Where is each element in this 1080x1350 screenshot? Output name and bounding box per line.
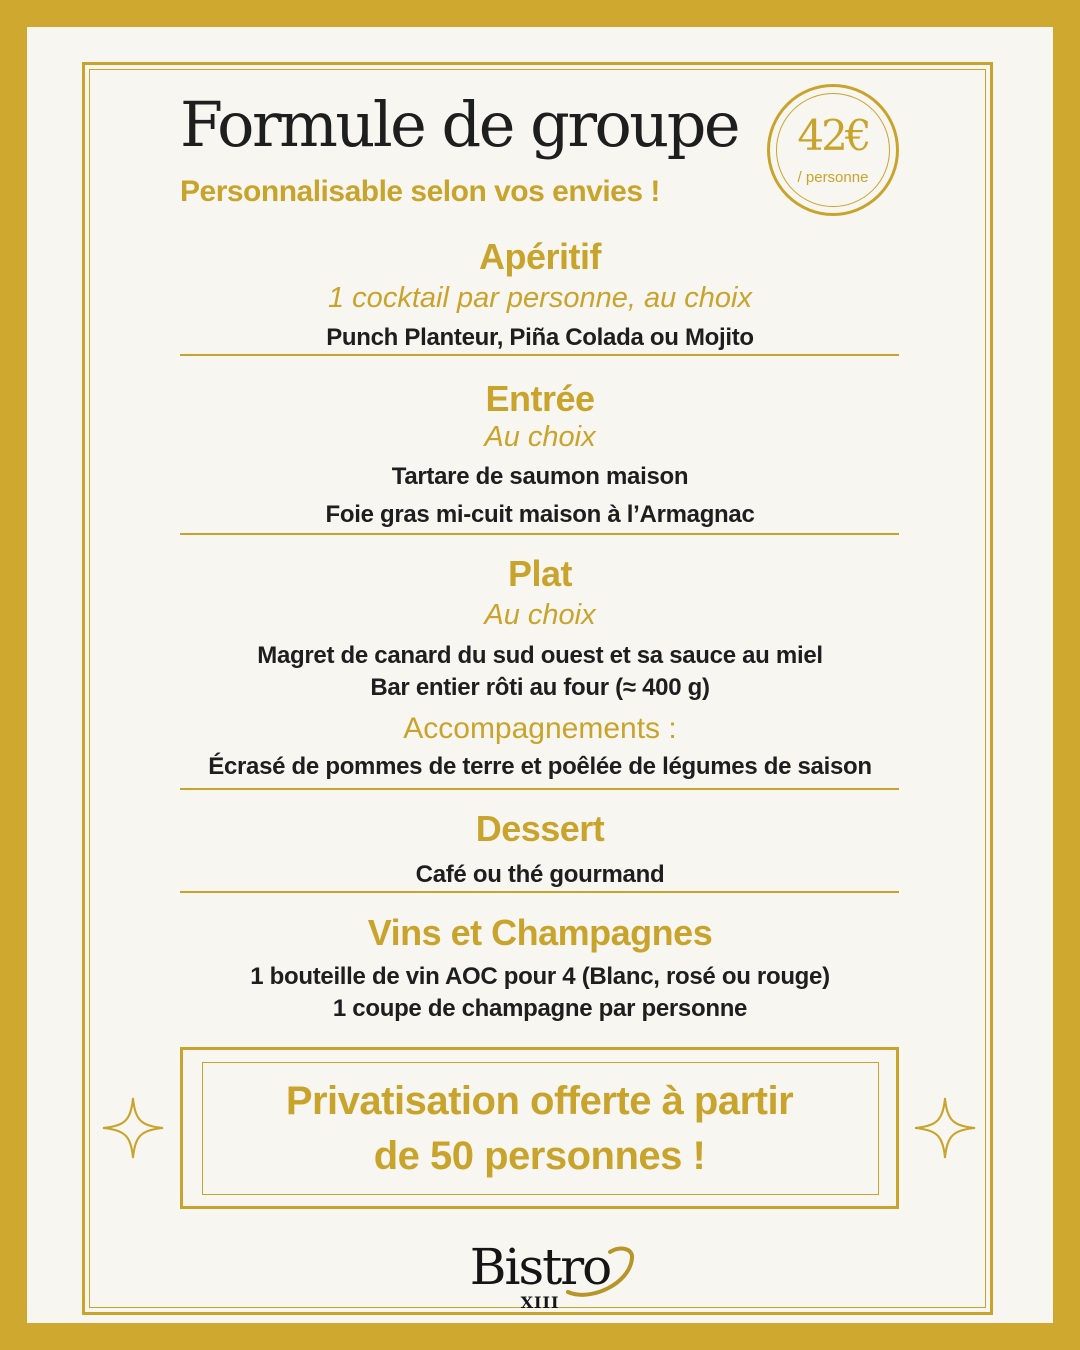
- menu-item: Café ou thé gourmand: [415, 861, 665, 888]
- sparkle-icon: [913, 1096, 977, 1160]
- page-subtitle: Personnalisable selon vos envies !: [180, 175, 660, 208]
- logo-subtitle: XIII: [520, 1293, 560, 1312]
- menu-item: Foie gras mi-cuit maison à l’Armagnac: [325, 501, 755, 528]
- price-value: 42€: [797, 111, 869, 160]
- divider: [180, 354, 899, 356]
- divider: [180, 788, 899, 790]
- price-unit: / personne: [797, 169, 869, 186]
- sides-label: Accompagnements :: [403, 712, 677, 745]
- page-title: Formule de groupe: [180, 88, 739, 161]
- menu-item: Tartare de saumon maison: [391, 463, 689, 490]
- menu-item: Bar entier rôti au four (≈ 400 g): [370, 674, 710, 701]
- sparkle-icon: [101, 1096, 165, 1160]
- menu-item: Magret de canard du sud ouest et sa sauce au miel: [257, 642, 823, 669]
- menu-item: Écrasé de pommes de terre et poêlée de légumes de saison: [208, 753, 872, 780]
- section-title-dessert: Dessert: [475, 808, 605, 849]
- menu-item: Punch Planteur, Piña Colada ou Mojito: [326, 324, 754, 351]
- section-subtitle-entree: Au choix: [484, 421, 596, 453]
- promo-line-1: Privatisation offerte à partir: [285, 1079, 794, 1123]
- section-title-entree: Entrée: [485, 378, 595, 419]
- promo-line-2: de 50 personnes !: [373, 1134, 706, 1178]
- menu-item: 1 bouteille de vin AOC pour 4 (Blanc, rosé ou rouge): [250, 963, 830, 990]
- divider: [180, 533, 899, 535]
- section-subtitle-plat: Au choix: [484, 599, 596, 631]
- logo-wordmark: Bistro: [469, 1238, 611, 1296]
- section-subtitle-aperitif: 1 cocktail par personne, au choix: [328, 282, 752, 314]
- section-title-plat: Plat: [507, 553, 573, 594]
- section-title-vins: Vins et Champagnes: [367, 912, 713, 953]
- divider: [180, 891, 899, 893]
- menu-item: 1 coupe de champagne par personne: [332, 995, 748, 1022]
- section-title-aperitif: Apéritif: [479, 236, 601, 277]
- price-badge: [767, 84, 899, 216]
